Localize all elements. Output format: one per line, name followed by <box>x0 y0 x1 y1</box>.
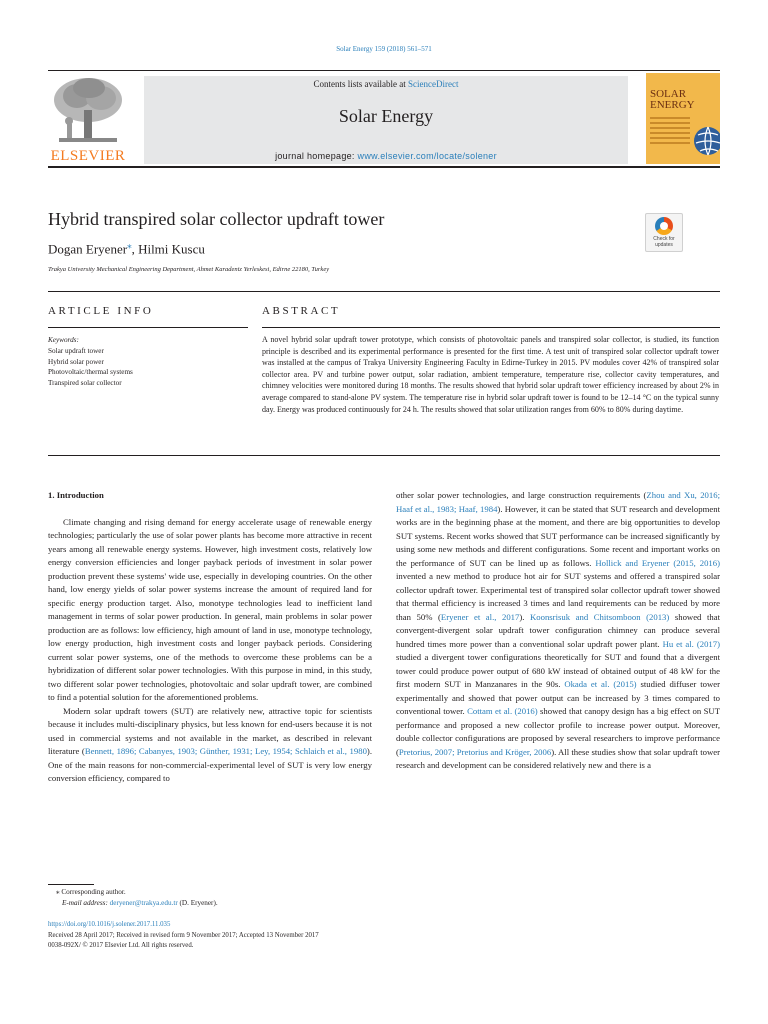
footnotes <box>48 887 548 909</box>
cover-title-line2: ENERGY <box>650 99 695 111</box>
reference-link[interactable]: Cottam et al. (2016) <box>467 706 538 716</box>
journal-citation[interactable]: Solar Energy 159 (2018) 561–571 <box>336 45 432 53</box>
abstract-bottom-rule <box>48 455 720 456</box>
publication-info <box>48 920 548 952</box>
body-column-left <box>48 489 372 786</box>
globe-icon <box>690 121 720 161</box>
body-text: studied a divergent tower configurations theoretically for SUT and found that a divergent tower could produce power output of 680 kW instead of obtained output of 48 kW for the first modern SUT in Manzanares in the 90s. <box>396 652 720 689</box>
body-text: ). <box>519 611 530 622</box>
keyword-item: Solar updraft tower <box>48 346 104 355</box>
author-list <box>48 240 205 257</box>
check-updates-line1: Check for <box>653 236 675 242</box>
sciencedirect-link[interactable]: ScienceDirect <box>408 79 459 89</box>
contents-line <box>144 79 628 89</box>
reference-link[interactable]: Zhou and Xu, 2016; Haaf et al., 1983; Haaf, 1984 <box>396 490 720 514</box>
keyword-item: Photovoltaic/thermal systems <box>48 368 133 377</box>
reference-link[interactable]: Hollick and Eryener (2015, 2016) <box>595 557 720 568</box>
author-separator: , <box>131 241 139 257</box>
publisher-name: ELSEVIER <box>50 148 126 164</box>
keywords-block <box>48 335 248 389</box>
homepage-link[interactable]: www.elsevier.com/locate/solener <box>357 151 497 161</box>
reference-link[interactable]: Pretorius, 2007; Pretorius and Kröger, 2006 <box>398 746 552 757</box>
body-text: showed that canopy design has a big effect on SUT performance and proposed a new collector profile to increase power output. Moreover, double collector configurations are proposed by several researchers to improve performance ( <box>396 706 720 757</box>
abstract-rule <box>262 327 720 328</box>
homepage-prefix: journal homepage: <box>275 151 358 161</box>
crossmark-icon <box>655 217 673 235</box>
header-bottom-rule <box>48 166 720 168</box>
reference-link[interactable]: Koonsrisuk and Chitsomboon (2013) <box>530 611 670 622</box>
body-text: ). One of the main reasons for non-commercial-experimental level of SUT is very low energy conversion efficiency, compared to <box>48 746 372 783</box>
abstract-text: A novel hybrid solar updraft tower prototype, which consists of photovoltaic panels and transpired solar collector, is studied, its function principle is described and its experimental performance is presented for the first time. A test unit of transpired solar collector updraft tower was installed at the campus of Trakya University Engineering Faculty in Edirne-Turkey in 2015. PV modules cover 42% of transpired solar collector area. PV and turbine power output, solar radiation, ambient temperature, temperature rise, collector cavity temperatures, and chimney velocities were monitored during 18 months. The results showed that hybrid solar updraft tower efficiency increased by about 2% in average compared to stand-alone PV system. The temperature rise in hybrid solar updraft tower is found to be 12–14 °C on the typical sunny day. Energy was produced continuously for 24 h. The results showed that solar utilization ranges from 60% to 80% during daytime. <box>262 335 719 414</box>
journal-title: Solar Energy <box>338 106 434 126</box>
tree-icon <box>49 74 127 146</box>
keyword-item: Transpired solar collector <box>48 379 122 388</box>
cover-title-line1: SOLAR <box>650 88 687 100</box>
corresponding-author-note: ⁎ Corresponding author. <box>56 888 126 896</box>
body-text: studied diffuser tower experimentally and showed that power output can be increased by 3 times compared to conventional tower. <box>396 679 720 716</box>
email-suffix: (D. Eryener). <box>177 899 218 907</box>
body-text: other solar power technologies, and large construction requirements ( <box>396 490 647 500</box>
author-name: Dogan Eryener <box>48 241 128 257</box>
doi-link[interactable]: https://doi.org/10.1016/j.solener.2017.11.035 <box>48 921 171 928</box>
check-updates-label <box>646 236 682 248</box>
copyright-line: 0038-092X/ © 2017 Elsevier Ltd. All rights reserved. <box>48 942 194 950</box>
journal-cover-thumbnail <box>646 73 720 164</box>
author-name: Hilmi Kuscu <box>138 241 205 257</box>
body-text: showed that convergent-divergent solar updraft tower configuration chimney can produce several hundred times more power than a conventional solar updraft power plant. <box>396 611 720 649</box>
info-top-rule <box>48 291 720 292</box>
body-paragraph <box>396 489 720 773</box>
section-heading: 1. Introduction <box>48 490 104 500</box>
body-text: Modern solar updraft towers (SUT) are relatively new, attractive topic for scientists because it includes multi-disciplinary physics, but less known for end-users because it is not used in commercial systems and not available in the market, as described in relevant literature ( <box>48 705 372 756</box>
body-text: ). All these studies show that solar updraft tower research and development can be considered relatively new and there is a <box>396 746 720 770</box>
footnote-rule <box>48 884 94 885</box>
reference-link[interactable]: Okada et al. (2015) <box>564 679 637 689</box>
reference-link[interactable]: Bennett, 1896; Cabanyes, 1903; Günther, 1931; Ley, 1954; Schlaich et al., 1980 <box>84 746 367 756</box>
check-updates-line2: updates <box>655 242 673 248</box>
author-affiliation: Trakya University Mechanical Engineering Department, Ahmet Karadeniz Yerleskesi, Edirne 22180, Turkey <box>48 266 330 273</box>
body-text: invented a new method to produce hot air for SUT systems and offered a transpired solar collector updraft tower. Experimental test of transpired solar collector updraft tower showed that thermal efficiency is increased 3 times and land requirements can be reduced by more than 50% ( <box>396 571 720 622</box>
homepage-line <box>144 151 628 161</box>
body-column-right <box>396 489 720 773</box>
contents-prefix: Contents lists available at <box>313 79 408 89</box>
body-paragraph <box>48 705 372 786</box>
keywords-label: Keywords: <box>48 336 79 344</box>
article-info-rule <box>48 327 248 328</box>
email-label: E-mail address: <box>62 899 110 907</box>
article-info-heading: ARTICLE INFO <box>48 305 154 317</box>
corresponding-author-mark[interactable]: ⁎ <box>127 240 132 250</box>
cover-title <box>650 89 695 111</box>
body-text: ). However, it can be stated that SUT research and development works are in the beginning phase at the moment, and there are big opportunities to develop SUT systems. Recent works showed that SUT performance can be increased significantly by using some new methods and different configurations. Some recent and important works on the performance of SUT can be lined up as follows. <box>396 503 720 568</box>
reference-link[interactable]: Hu et al. (2017) <box>662 638 720 649</box>
journal-masthead <box>144 76 628 164</box>
reference-link[interactable]: Eryener et al., 2017 <box>440 611 520 622</box>
body-paragraph: Climate changing and rising demand for energy accelerate usage of renewable energy technologies; particularly the use of solar power plants has become more attractive in recent years among all renewable energy systems. However, high investment costs, relatively low energy conversion efficiencies and longer payback periods of investment in solar power production prevent these systems' wide use, especially in developing countries. On the other hand, low energy yields of solar power systems increase the amount of required land for specific energy production target. Also, monotype technologies lead to inefficient land management in terms of solar power production. In general, main problems in solar power production are as follows: low efficiency, high amount of land in use, monotype technology, low energy production, high investment costs and longer payback periods. Considering current solar power systems, one of the methods to overcome these problems can be a hybridization of different solar power technologies. With this purpose in mind, in this study, two different solar power technologies, photovoltaic and solar updraft tower, are combined to find a potential solution for the aforementioned problems. <box>48 516 372 702</box>
article-title: Hybrid transpired solar collector updraft tower <box>48 209 385 229</box>
abstract-heading: ABSTRACT <box>262 305 341 317</box>
check-for-updates-button[interactable] <box>645 213 683 252</box>
email-link[interactable]: deryener@trakya.edu.tr <box>109 899 178 907</box>
keyword-item: Hybrid solar power <box>48 357 104 366</box>
header-top-rule <box>48 70 720 71</box>
email-note <box>48 898 548 909</box>
cover-text-lines <box>650 117 690 147</box>
received-dates: Received 28 April 2017; Received in revised form 9 November 2017; Accepted 13 November 2017 <box>48 931 319 939</box>
